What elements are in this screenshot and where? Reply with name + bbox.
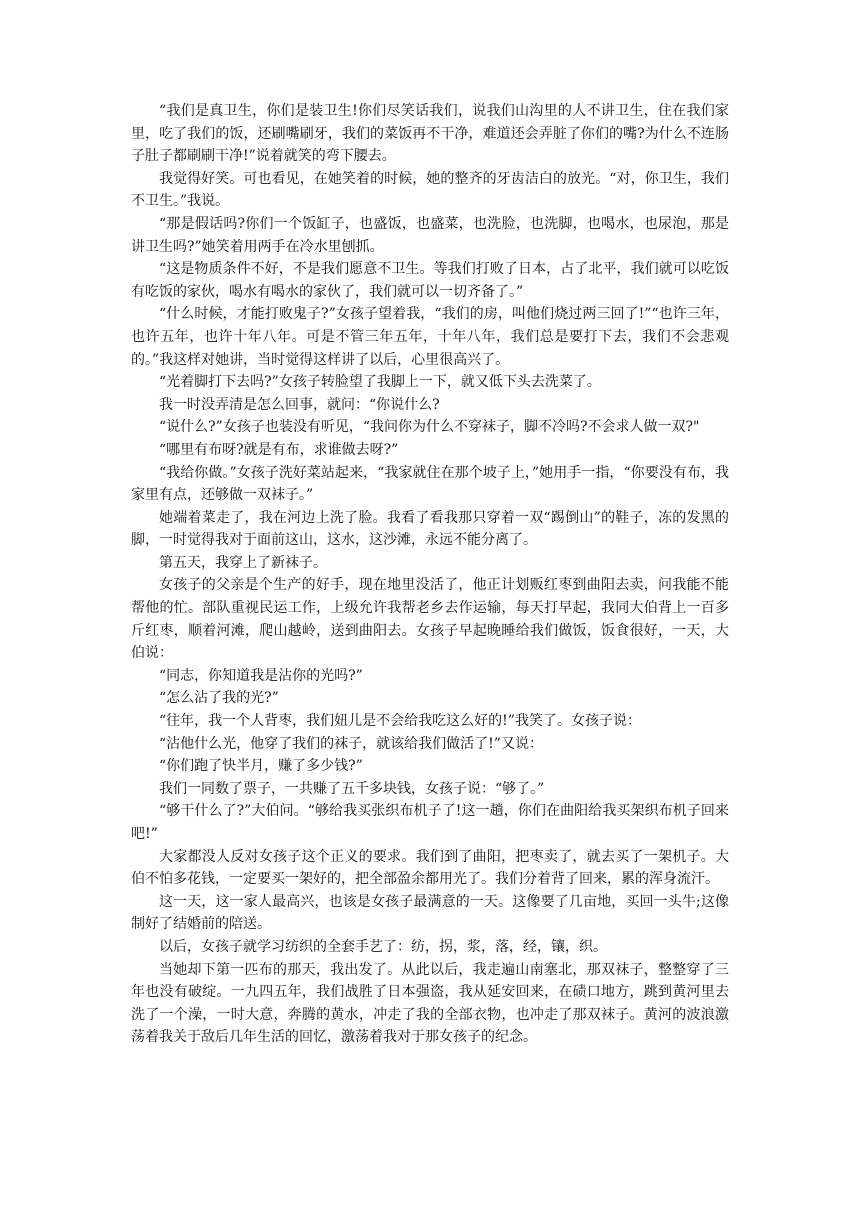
paragraph: “说什么?”女孩子也装没有听见，“我问你为什么不穿袜子，脚不冷吗?不会求人做一双?"	[159, 419, 700, 436]
paragraph: “这是物质条件不好，不是我们愿意不卫生。等我们打败了日本，占了北平，我们就可以吃饭有吃饭的家伙，喝水有喝水的家伙了，我们就可以一切齐备了。”	[131, 261, 729, 300]
paragraph: “哪里有布呀?就是有布，求谁做去呀?”	[159, 441, 399, 458]
paragraph: 这一天，这一家人最高兴，也该是女孩子最满意的一天。这像要了几亩地，买回一头牛;这像制好了结婚前的陪送。	[131, 893, 729, 933]
paragraph: “怎么沾了我的光?”	[159, 690, 279, 707]
paragraph: “沾他什么光，他穿了我们的袜子，就该给我们做活了!”又说：	[159, 735, 543, 752]
paragraph: 女孩子的父亲是个生产的好手，现在地里没活了，他正计划贩红枣到曲阳去卖，问我能不能帮他的忙。部队重视民运工作，上级允许我帮老乡去作运输，每天打早起，我同大伯背上一百多斤红枣，顺着河滩，爬山越岭，送到曲阳去。女孩子早起晚睡给我们做饭，饭食很好，一天，大伯说：	[131, 577, 729, 662]
paragraph: “什么时候，才能打败鬼子?”女孩子望着我，“我们的房，叫他们烧过两三回了!”“也许三年，也许五年，也许十年八年。可是不管三年五年，十年八年，我们总是要打下去，我们不会悲观的。”我这样对她讲，当时觉得这样讲了以后，心里很高兴了。	[131, 306, 729, 368]
paragraph: “够干什么了?”大伯问。“够给我买张织布机子了!这一趟，你们在曲阳给我买架织布机子回来吧!”	[131, 803, 729, 842]
paragraph: 当她却下第一匹布的那天，我出发了。从此以后，我走遍山南塞北，那双袜子，整整穿了三年也没有破绽。一九四五年，我们战胜了日本强盗，我从延安回来，在碛口地方，跳到黄河里去洗了一个澡，一时大意，奔腾的黄水，冲走了我的全部衣物，也冲走了那双袜子。黄河的波浪激荡着我关于敌后几年生活的回忆，激荡着我对于那女孩子的纪念。	[131, 961, 729, 1046]
paragraph: “我给你做。”女孩子洗好菜站起来，“我家就住在那个坡子上，”她用手一指，“你要没有布，我家里有点，还够做一双袜子。”	[131, 464, 729, 504]
paragraph: “往年，我一个人背枣，我们妞儿是不会给我吃这么好的!”我笑了。女孩子说：	[159, 713, 641, 730]
paragraph: 我觉得好笑。可也看见，在她笑着的时候，她的整齐的牙齿洁白的放光。“对，你卫生，我们不卫生。”我说。	[131, 170, 729, 210]
paragraph: 我一时没弄清是怎么回事，就问：“你说什么?	[159, 396, 440, 413]
paragraph: 大家都没人反对女孩子这个正义的要求。我们到了曲阳，把枣卖了，就去买了一架机子。大伯不怕多花钱，一定要买一架好的，把全部盈余都用光了。我们分着背了回来，累的浑身流汗。	[131, 848, 729, 888]
paragraph: 第五天，我穿上了新袜子。	[159, 554, 327, 571]
paragraph: “我们是真卫生，你们是装卫生!你们尽笑话我们，说我们山沟里的人不讲卫生，住在我们家里，吃了我们的饭，还刷嘴刷牙，我们的菜饭再不干净，难道还会弄脏了你们的嘴?为什么不连肠子肚子都刷刷干净!”说着就笑的弯下腰去。	[131, 103, 729, 165]
paragraph: 她端着菜走了，我在河边上洗了脸。我看了看我那只穿着一双“踢倒山”的鞋子，冻的发黑的脚，一时觉得我对于面前这山，这水，这沙滩，永远不能分离了。	[131, 509, 729, 549]
paragraph: 以后，女孩子就学习纺织的全套手艺了：纺，拐，浆，落，经，镶，织。	[159, 938, 607, 955]
paragraph: “你们跑了快半月，赚了多少钱?”	[159, 758, 363, 775]
document-body	[131, 100, 729, 1049]
paragraph: “同志，你知道我是沾你的光吗?”	[159, 667, 363, 684]
paragraph: “那是假话吗?你们一个饭缸子，也盛饭，也盛菜，也洗脸，也洗脚，也喝水，也尿泡，那是讲卫生吗?”她笑着用两手在冷水里刨抓。	[131, 215, 729, 255]
paragraph: 我们一同数了票子，一共赚了五千多块钱，女孩子说：“够了。”	[159, 780, 545, 797]
paragraph: “光着脚打下去吗?”女孩子转脸望了我脚上一下，就又低下头去洗菜了。	[159, 374, 601, 391]
